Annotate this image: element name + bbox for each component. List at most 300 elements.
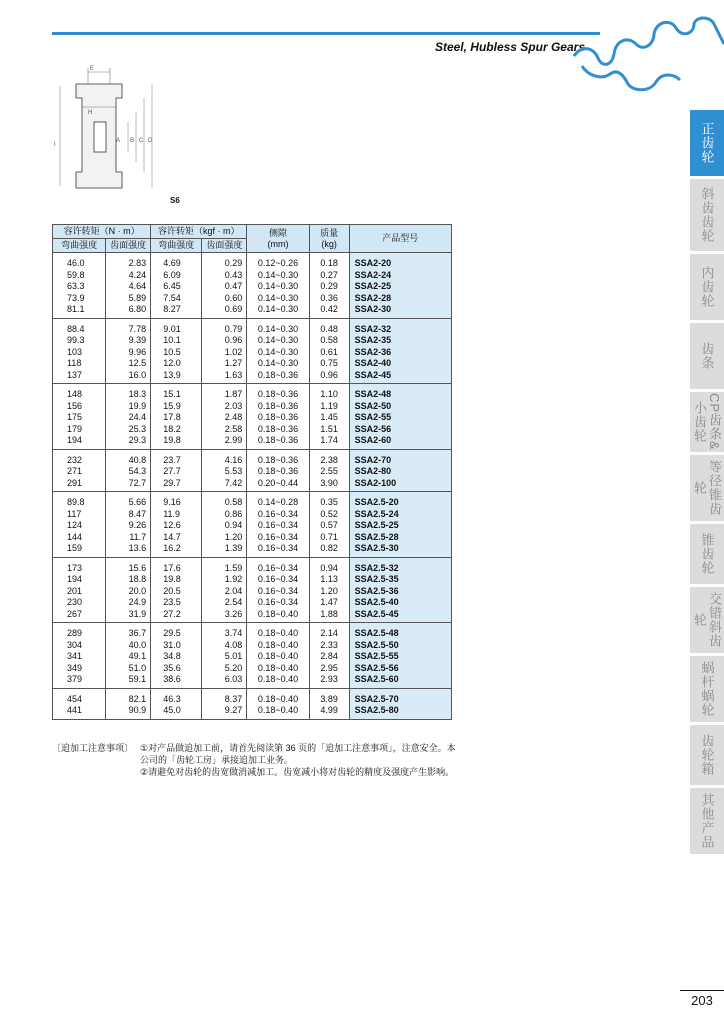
- bend-strength-kgfm: 35.6: [151, 663, 202, 675]
- bend-strength-nm: 175: [53, 412, 106, 424]
- tooth-strength-kgfm: 0.79: [202, 318, 247, 335]
- tooth-strength-nm: 90.9: [106, 705, 151, 719]
- weight: 4.99: [309, 705, 349, 719]
- category-tab[interactable]: 正齿轮: [690, 110, 724, 176]
- bend-strength-nm: 59.8: [53, 270, 106, 282]
- model-number: SSA2-60: [349, 435, 451, 449]
- th-model: 产品型号: [349, 225, 451, 253]
- tooth-strength-nm: 9.26: [106, 520, 151, 532]
- weight: 1.45: [309, 412, 349, 424]
- model-number: SSA2-30: [349, 304, 451, 318]
- model-number: SSA2.5-35: [349, 574, 451, 586]
- bend-strength-nm: 103: [53, 347, 106, 359]
- tooth-strength-nm: 72.7: [106, 478, 151, 492]
- table-row: [53, 509, 452, 521]
- table-row: [53, 586, 452, 598]
- bend-strength-kgfm: 20.5: [151, 586, 202, 598]
- model-number: SSA2.5-40: [349, 597, 451, 609]
- model-number: SSA2-36: [349, 347, 451, 359]
- bend-strength-kgfm: 17.6: [151, 557, 202, 574]
- page-title: Steel, Hubless Spur Gears: [434, 40, 585, 54]
- backlash: 0.14~0.30: [247, 358, 309, 370]
- model-number: SSA2-48: [349, 384, 451, 401]
- backlash: 0.18~0.36: [247, 424, 309, 436]
- tooth-strength-nm: 5.89: [106, 293, 151, 305]
- tooth-strength-kgfm: 2.48: [202, 412, 247, 424]
- table-row: [53, 281, 452, 293]
- backlash: 0.18~0.40: [247, 688, 309, 705]
- tooth-strength-kgfm: 0.96: [202, 335, 247, 347]
- tooth-strength-nm: 18.8: [106, 574, 151, 586]
- table-group: [53, 623, 452, 689]
- tooth-strength-kgfm: 3.26: [202, 609, 247, 623]
- th-torque-nm: 容许转矩（N · m）: [53, 225, 151, 239]
- bend-strength-kgfm: 19.8: [151, 435, 202, 449]
- gear-dimension-drawing: [52, 62, 162, 202]
- table-row: [53, 543, 452, 557]
- model-number: SSA2-28: [349, 293, 451, 305]
- bend-strength-nm: 148: [53, 384, 106, 401]
- table-row: [53, 674, 452, 688]
- backlash: 0.16~0.34: [247, 543, 309, 557]
- tooth-strength-nm: 11.7: [106, 532, 151, 544]
- model-number: SSA2.5-60: [349, 674, 451, 688]
- bend-strength-nm: 46.0: [53, 253, 106, 270]
- category-tab[interactable]: 其他产品: [690, 788, 724, 854]
- bend-strength-nm: 194: [53, 435, 106, 449]
- tooth-strength-kgfm: 2.04: [202, 586, 247, 598]
- tooth-strength-kgfm: 0.29: [202, 253, 247, 270]
- weight: 2.93: [309, 674, 349, 688]
- bend-strength-nm: 144: [53, 532, 106, 544]
- table-group: [53, 557, 452, 623]
- th-bend-kgfm: 弯曲强度: [151, 239, 202, 253]
- backlash: 0.18~0.40: [247, 651, 309, 663]
- model-number: SSA2.5-55: [349, 651, 451, 663]
- weight: 2.95: [309, 663, 349, 675]
- category-tabs: [690, 110, 724, 857]
- tooth-strength-kgfm: 2.03: [202, 401, 247, 413]
- model-number: SSA2.5-20: [349, 492, 451, 509]
- backlash: 0.18~0.40: [247, 663, 309, 675]
- backlash: 0.18~0.40: [247, 705, 309, 719]
- table-row: [53, 384, 452, 401]
- bend-strength-nm: 341: [53, 651, 106, 663]
- bend-strength-kgfm: 23.7: [151, 449, 202, 466]
- bend-strength-nm: 137: [53, 370, 106, 384]
- model-number: SSA2.5-70: [349, 688, 451, 705]
- weight: 0.29: [309, 281, 349, 293]
- tooth-strength-kgfm: 1.02: [202, 347, 247, 359]
- weight: 1.19: [309, 401, 349, 413]
- th-tooth-kgfm: 齿面强度: [202, 239, 247, 253]
- table-row: [53, 304, 452, 318]
- bend-strength-kgfm: 27.2: [151, 609, 202, 623]
- tooth-strength-kgfm: 5.20: [202, 663, 247, 675]
- bend-strength-kgfm: 38.6: [151, 674, 202, 688]
- tooth-strength-nm: 31.9: [106, 609, 151, 623]
- backlash: 0.18~0.36: [247, 401, 309, 413]
- backlash: 0.20~0.44: [247, 478, 309, 492]
- table-row: [53, 293, 452, 305]
- table-row: [53, 597, 452, 609]
- table-row: [53, 335, 452, 347]
- weight: 1.47: [309, 597, 349, 609]
- bend-strength-nm: 89.8: [53, 492, 106, 509]
- tooth-strength-kgfm: 0.94: [202, 520, 247, 532]
- header-rule: [52, 32, 600, 35]
- tooth-strength-nm: 24.9: [106, 597, 151, 609]
- bend-strength-nm: 379: [53, 674, 106, 688]
- model-number: SSA2.5-24: [349, 509, 451, 521]
- model-number: SSA2.5-80: [349, 705, 451, 719]
- tooth-strength-nm: 59.1: [106, 674, 151, 688]
- model-number: SSA2-80: [349, 466, 451, 478]
- tooth-strength-kgfm: 1.20: [202, 532, 247, 544]
- tooth-strength-kgfm: 0.43: [202, 270, 247, 282]
- weight: 1.20: [309, 586, 349, 598]
- tooth-strength-kgfm: 4.16: [202, 449, 247, 466]
- weight: 2.84: [309, 651, 349, 663]
- bend-strength-nm: 63.3: [53, 281, 106, 293]
- table-row: [53, 270, 452, 282]
- tooth-strength-nm: 36.7: [106, 623, 151, 640]
- bend-strength-nm: 349: [53, 663, 106, 675]
- weight: 0.58: [309, 335, 349, 347]
- th-bend-nm: 弯曲强度: [53, 239, 106, 253]
- backlash: 0.16~0.34: [247, 520, 309, 532]
- bend-strength-nm: 441: [53, 705, 106, 719]
- model-number: SSA2-45: [349, 370, 451, 384]
- bend-strength-kgfm: 34.8: [151, 651, 202, 663]
- model-number: SSA2-100: [349, 478, 451, 492]
- category-tab[interactable]: 等径锥齿轮: [690, 455, 724, 521]
- tooth-strength-nm: 2.83: [106, 253, 151, 270]
- tooth-strength-kgfm: 2.99: [202, 435, 247, 449]
- table-row: [53, 435, 452, 449]
- weight: 2.55: [309, 466, 349, 478]
- backlash: 0.14~0.30: [247, 293, 309, 305]
- table-row: [53, 557, 452, 574]
- backlash: 0.18~0.40: [247, 609, 309, 623]
- model-number: SSA2.5-56: [349, 663, 451, 675]
- backlash: 0.18~0.36: [247, 384, 309, 401]
- table-group: [53, 384, 452, 450]
- table-row: [53, 466, 452, 478]
- tooth-strength-nm: 51.0: [106, 663, 151, 675]
- bend-strength-nm: 156: [53, 401, 106, 413]
- bend-strength-nm: 271: [53, 466, 106, 478]
- weight: 0.96: [309, 370, 349, 384]
- tooth-strength-nm: 24.4: [106, 412, 151, 424]
- bend-strength-nm: 81.1: [53, 304, 106, 318]
- bend-strength-kgfm: 9.01: [151, 318, 202, 335]
- spec-table: [52, 224, 452, 720]
- category-tab[interactable]: 内齿轮: [690, 254, 724, 320]
- model-number: SSA2-35: [349, 335, 451, 347]
- backlash: 0.18~0.40: [247, 640, 309, 652]
- backlash: 0.18~0.40: [247, 674, 309, 688]
- bend-strength-kgfm: 7.54: [151, 293, 202, 305]
- tooth-strength-nm: 9.96: [106, 347, 151, 359]
- tooth-strength-kgfm: 1.27: [202, 358, 247, 370]
- bend-strength-kgfm: 46.3: [151, 688, 202, 705]
- bend-strength-nm: 124: [53, 520, 106, 532]
- model-number: SSA2-50: [349, 401, 451, 413]
- bend-strength-kgfm: 6.09: [151, 270, 202, 282]
- bend-strength-kgfm: 45.0: [151, 705, 202, 719]
- bend-strength-kgfm: 16.2: [151, 543, 202, 557]
- dim-b-label: B: [130, 138, 135, 144]
- weight: 1.10: [309, 384, 349, 401]
- table-row: [53, 412, 452, 424]
- tooth-strength-nm: 40.8: [106, 449, 151, 466]
- weight: 0.27: [309, 270, 349, 282]
- tooth-strength-kgfm: 0.69: [202, 304, 247, 318]
- tooth-strength-kgfm: 1.87: [202, 384, 247, 401]
- backlash: 0.16~0.34: [247, 557, 309, 574]
- bend-strength-nm: 289: [53, 623, 106, 640]
- weight: 0.52: [309, 509, 349, 521]
- table-row: [53, 318, 452, 335]
- bend-strength-kgfm: 19.8: [151, 574, 202, 586]
- tooth-strength-kgfm: 3.74: [202, 623, 247, 640]
- model-number: SSA2.5-48: [349, 623, 451, 640]
- backlash: 0.14~0.30: [247, 335, 309, 347]
- table-row: [53, 478, 452, 492]
- dim-c-label: C: [139, 138, 144, 144]
- backlash: 0.12~0.26: [247, 253, 309, 270]
- weight: 0.36: [309, 293, 349, 305]
- model-number: SSA2-70: [349, 449, 451, 466]
- backlash: 0.16~0.34: [247, 509, 309, 521]
- model-number: SSA2-20: [349, 253, 451, 270]
- table-row: [53, 609, 452, 623]
- tooth-strength-nm: 20.0: [106, 586, 151, 598]
- weight: 2.33: [309, 640, 349, 652]
- weight: 1.51: [309, 424, 349, 436]
- tooth-strength-kgfm: 7.42: [202, 478, 247, 492]
- tooth-strength-nm: 4.24: [106, 270, 151, 282]
- table-row: [53, 424, 452, 436]
- weight: 1.74: [309, 435, 349, 449]
- table-row: [53, 492, 452, 509]
- weight: 0.48: [309, 318, 349, 335]
- category-tab[interactable]: CP齿条&小齿轮: [692, 393, 722, 451]
- table-row: [53, 574, 452, 586]
- bend-strength-kgfm: 12.6: [151, 520, 202, 532]
- table-row: [53, 370, 452, 384]
- weight: 0.94: [309, 557, 349, 574]
- backlash: 0.14~0.30: [247, 270, 309, 282]
- tooth-strength-kgfm: 6.03: [202, 674, 247, 688]
- category-tab[interactable]: 齿轮箱: [690, 725, 724, 785]
- bend-strength-kgfm: 15.9: [151, 401, 202, 413]
- weight: 2.14: [309, 623, 349, 640]
- note-item: ②请避免对齿轮的齿宽做消减加工。齿宽减小将对齿轮的精度及强度产生影响。: [140, 767, 455, 777]
- bend-strength-kgfm: 27.7: [151, 466, 202, 478]
- weight: 2.38: [309, 449, 349, 466]
- table-row: [53, 663, 452, 675]
- bend-strength-nm: 179: [53, 424, 106, 436]
- bend-strength-kgfm: 8.27: [151, 304, 202, 318]
- notes-label: 〔追加工注意事项〕: [52, 743, 134, 753]
- th-weight: 质量 (kg): [309, 225, 349, 253]
- gear-teeth-decoration: [572, 14, 724, 94]
- bend-strength-nm: 201: [53, 586, 106, 598]
- model-number: SSA2.5-36: [349, 586, 451, 598]
- backlash: 0.14~0.30: [247, 347, 309, 359]
- bend-strength-kgfm: 29.7: [151, 478, 202, 492]
- weight: 0.82: [309, 543, 349, 557]
- backlash: 0.16~0.34: [247, 597, 309, 609]
- bend-strength-kgfm: 31.0: [151, 640, 202, 652]
- category-tab[interactable]: 斜齿齿轮: [690, 179, 724, 251]
- backlash: 0.14~0.30: [247, 318, 309, 335]
- tooth-strength-kgfm: 1.63: [202, 370, 247, 384]
- table-group: [53, 253, 452, 319]
- table-group: [53, 492, 452, 558]
- model-number: SSA2-55: [349, 412, 451, 424]
- table-group: [53, 318, 452, 384]
- tooth-strength-kgfm: 0.60: [202, 293, 247, 305]
- backlash: 0.16~0.34: [247, 574, 309, 586]
- bend-strength-kgfm: 13.9: [151, 370, 202, 384]
- bend-strength-kgfm: 17.8: [151, 412, 202, 424]
- tooth-strength-nm: 8.47: [106, 509, 151, 521]
- table-row: [53, 449, 452, 466]
- backlash: 0.18~0.36: [247, 449, 309, 466]
- weight: 0.61: [309, 347, 349, 359]
- dim-a-label: A: [116, 138, 121, 144]
- weight: 0.75: [309, 358, 349, 370]
- tooth-strength-nm: 4.64: [106, 281, 151, 293]
- model-number: SSA2.5-45: [349, 609, 451, 623]
- th-torque-kgfm: 容许转矩（kgf · m）: [151, 225, 247, 239]
- table-row: [53, 347, 452, 359]
- note-item: ①对产品做追加工前，请首先阅读第 36 页的「追加工注意事项」，注意安全。本公司的「齿轮工房」承接追加工业务。: [140, 743, 456, 765]
- backlash: 0.18~0.36: [247, 435, 309, 449]
- tooth-strength-nm: 9.39: [106, 335, 151, 347]
- th-backlash: 侧隙 (mm): [247, 225, 309, 253]
- bend-strength-kgfm: 18.2: [151, 424, 202, 436]
- backlash: 0.16~0.34: [247, 532, 309, 544]
- category-tab[interactable]: 锥齿轮: [690, 524, 724, 584]
- bend-strength-kgfm: 9.16: [151, 492, 202, 509]
- tooth-strength-nm: 82.1: [106, 688, 151, 705]
- bend-strength-nm: 73.9: [53, 293, 106, 305]
- backlash: 0.18~0.36: [247, 466, 309, 478]
- tooth-strength-kgfm: 2.54: [202, 597, 247, 609]
- tooth-strength-kgfm: 1.39: [202, 543, 247, 557]
- model-number: SSA2.5-50: [349, 640, 451, 652]
- model-number: SSA2.5-25: [349, 520, 451, 532]
- tooth-strength-kgfm: 1.92: [202, 574, 247, 586]
- bend-strength-kgfm: 6.45: [151, 281, 202, 293]
- table-row: [53, 623, 452, 640]
- bend-strength-nm: 232: [53, 449, 106, 466]
- bend-strength-kgfm: 11.9: [151, 509, 202, 521]
- tooth-strength-kgfm: 0.58: [202, 492, 247, 509]
- dim-d-label: D: [148, 138, 153, 144]
- bend-strength-kgfm: 29.5: [151, 623, 202, 640]
- backlash: 0.18~0.40: [247, 623, 309, 640]
- bend-strength-nm: 99.3: [53, 335, 106, 347]
- table-row: [53, 651, 452, 663]
- weight: 3.90: [309, 478, 349, 492]
- table-row: [53, 253, 452, 270]
- bend-strength-nm: 454: [53, 688, 106, 705]
- table-row: [53, 520, 452, 532]
- weight: 0.71: [309, 532, 349, 544]
- weight: 0.35: [309, 492, 349, 509]
- tooth-strength-nm: 29.3: [106, 435, 151, 449]
- tooth-strength-nm: 6.80: [106, 304, 151, 318]
- bend-strength-kgfm: 10.5: [151, 347, 202, 359]
- tooth-strength-nm: 25.3: [106, 424, 151, 436]
- model-number: SSA2.5-28: [349, 532, 451, 544]
- model-number: SSA2-25: [349, 281, 451, 293]
- category-tab[interactable]: 蜗杆蜗轮: [690, 656, 724, 722]
- table-group: [53, 449, 452, 492]
- bend-strength-nm: 230: [53, 597, 106, 609]
- backlash: 0.14~0.30: [247, 304, 309, 318]
- bend-strength-nm: 159: [53, 543, 106, 557]
- weight: 1.13: [309, 574, 349, 586]
- table-row: [53, 401, 452, 413]
- tooth-strength-kgfm: 4.08: [202, 640, 247, 652]
- tooth-strength-nm: 19.9: [106, 401, 151, 413]
- tooth-strength-nm: 13.6: [106, 543, 151, 557]
- table-row: [53, 358, 452, 370]
- tooth-strength-nm: 54.3: [106, 466, 151, 478]
- bend-strength-nm: 194: [53, 574, 106, 586]
- tooth-strength-nm: 15.6: [106, 557, 151, 574]
- model-number: SSA2-40: [349, 358, 451, 370]
- tooth-strength-nm: 12.5: [106, 358, 151, 370]
- tooth-strength-kgfm: 0.47: [202, 281, 247, 293]
- dim-e-label: E: [90, 66, 95, 72]
- weight: 0.42: [309, 304, 349, 318]
- bend-strength-nm: 118: [53, 358, 106, 370]
- bend-strength-kgfm: 14.7: [151, 532, 202, 544]
- bend-strength-kgfm: 12.0: [151, 358, 202, 370]
- table-row: [53, 705, 452, 719]
- backlash: 0.14~0.28: [247, 492, 309, 509]
- tooth-strength-kgfm: 5.53: [202, 466, 247, 478]
- bend-strength-kgfm: 15.1: [151, 384, 202, 401]
- bend-strength-nm: 267: [53, 609, 106, 623]
- bend-strength-nm: 88.4: [53, 318, 106, 335]
- weight: 1.88: [309, 609, 349, 623]
- bend-strength-nm: 291: [53, 478, 106, 492]
- th-tooth-nm: 齿面强度: [106, 239, 151, 253]
- bend-strength-kgfm: 4.69: [151, 253, 202, 270]
- backlash: 0.16~0.34: [247, 586, 309, 598]
- table-group: [53, 688, 452, 719]
- weight: 0.18: [309, 253, 349, 270]
- category-tab[interactable]: 齿条: [690, 323, 724, 389]
- tooth-strength-kgfm: 2.58: [202, 424, 247, 436]
- tooth-strength-kgfm: 8.37: [202, 688, 247, 705]
- bend-strength-nm: 304: [53, 640, 106, 652]
- category-tab[interactable]: 交错斜齿轮: [690, 587, 724, 653]
- table-row: [53, 640, 452, 652]
- tooth-strength-nm: 16.0: [106, 370, 151, 384]
- notes-items: [140, 742, 460, 778]
- tooth-strength-kgfm: 5.01: [202, 651, 247, 663]
- dim-i-label: I: [54, 142, 56, 148]
